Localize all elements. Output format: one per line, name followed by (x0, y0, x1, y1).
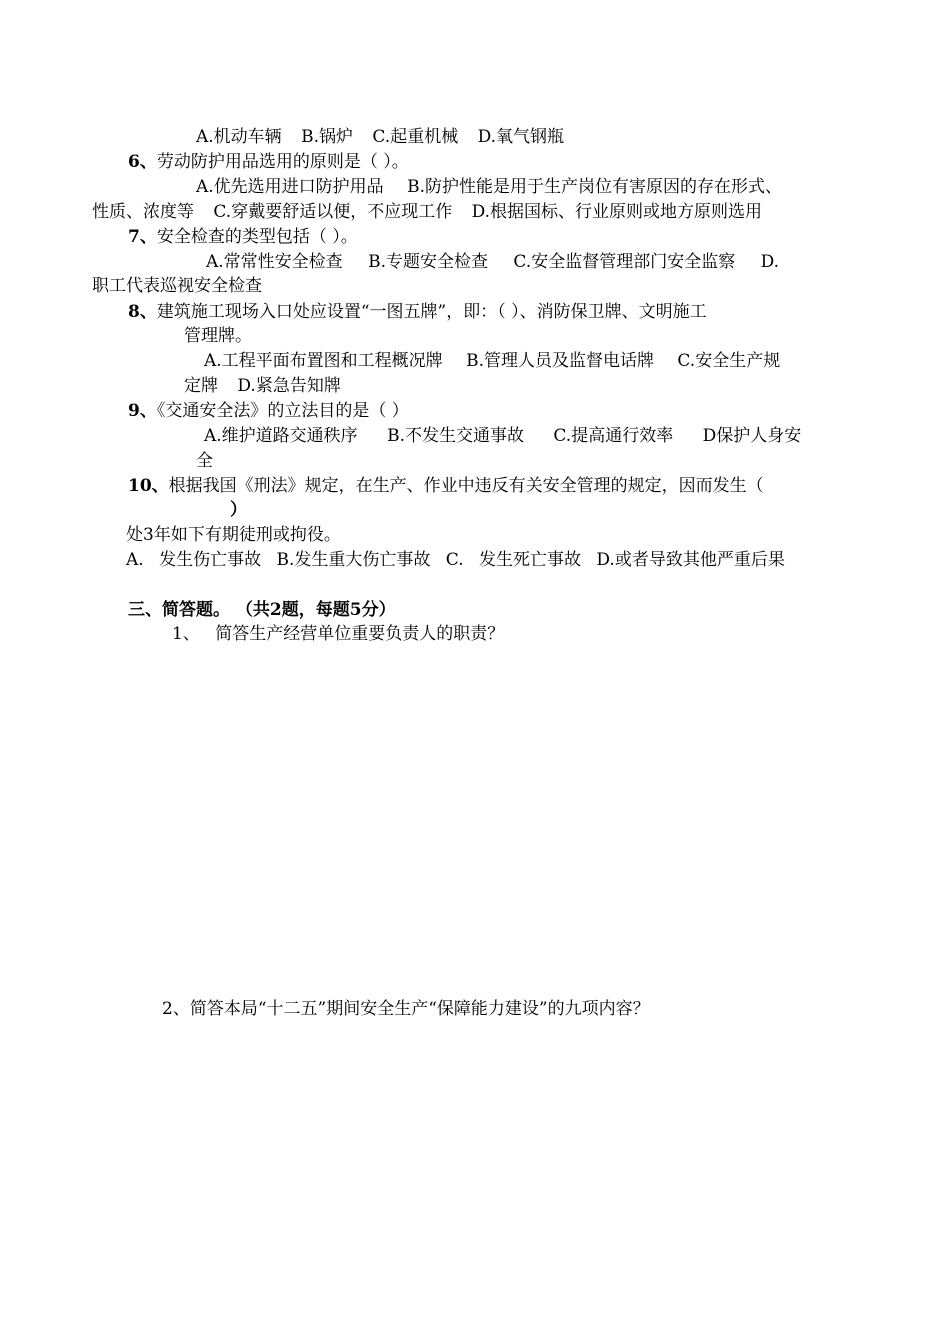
q7-options-line2: 职工代表巡视安全检查 (92, 276, 262, 296)
q8-stem-line2: 管理牌。 (184, 326, 252, 346)
q10-stem-text: 根据我国《刑法》规定，在生产、作业中违反有关安全管理的规定，因而发生（ (168, 476, 764, 496)
short-answer-q2: 2、简答本局“十二五”期间安全生产“保障能力建设”的九项内容？ (162, 999, 650, 1019)
q6-number: 6、 (128, 152, 157, 172)
q9-stem-text: 《交通安全法》的立法目的是（ ） (156, 401, 409, 421)
q10-number: 10、 (128, 476, 169, 496)
q6-options-line2: 性质、浓度等 C.穿戴要舒适以便，不应现工作 D.根据国标、行业原则或地方原则选用 (92, 202, 763, 222)
q9-options-line2: 全 (196, 451, 213, 471)
q7-stem (128, 225, 358, 249)
q7-options-line1: A.常常性安全检查 B.专题安全检查 C.安全监督管理部门安全监察 D. (206, 252, 780, 272)
q9-stem (128, 399, 409, 423)
q7-stem-text: 安全检查的类型包括（ ）。 (156, 227, 358, 247)
q9-number: 9、 (128, 401, 157, 421)
q6-options-line1: A.优先选用进口防护用品 B.防护性能是用于生产岗位有害原因的存在形式、 (196, 177, 782, 197)
q6-stem-text: 劳动防护用品选用的原则是（ ）。 (156, 152, 409, 172)
q7-number: 7、 (128, 227, 157, 247)
short-answer-q1: 1、 简答生产经营单位重要负责人的职责？ (172, 624, 505, 644)
section-3-title: 三、简答题。 （共2题，每题5分） (128, 600, 396, 620)
q6-stem (128, 150, 409, 174)
q8-number: 8、 (128, 302, 157, 322)
q10-stem-line1 (128, 474, 764, 498)
q10-stem-line2: ） (230, 500, 247, 520)
q9-options-line1: A.维护道路交通秩序 B.不发生交通事故 C.提高通行效率 D保护人身安 (204, 426, 802, 446)
q10-stem-line3: 处3年如下有期徒刑或拘役。 (126, 525, 341, 545)
q8-stem-line1 (128, 300, 707, 324)
q8-options-line2: 定牌 D.紧急告知牌 (184, 376, 341, 396)
q8-options-line1: A.工程平面布置图和工程概况牌 B.管理人员及监督电话牌 C.安全生产规 (204, 351, 781, 371)
q5-options: A.机动车辆 B.锅炉 C.起重机械 D.氧气钢瓶 (196, 127, 565, 147)
q10-options: A. 发生伤亡事故 B.发生重大伤亡事故 C. 发生死亡事故 D.或者导致其他严重后果 (126, 550, 785, 570)
q8-stem-text: 建筑施工现场入口处应设置“一图五牌”，即：（ ）、消防保卫牌、文明施工 (156, 302, 707, 322)
